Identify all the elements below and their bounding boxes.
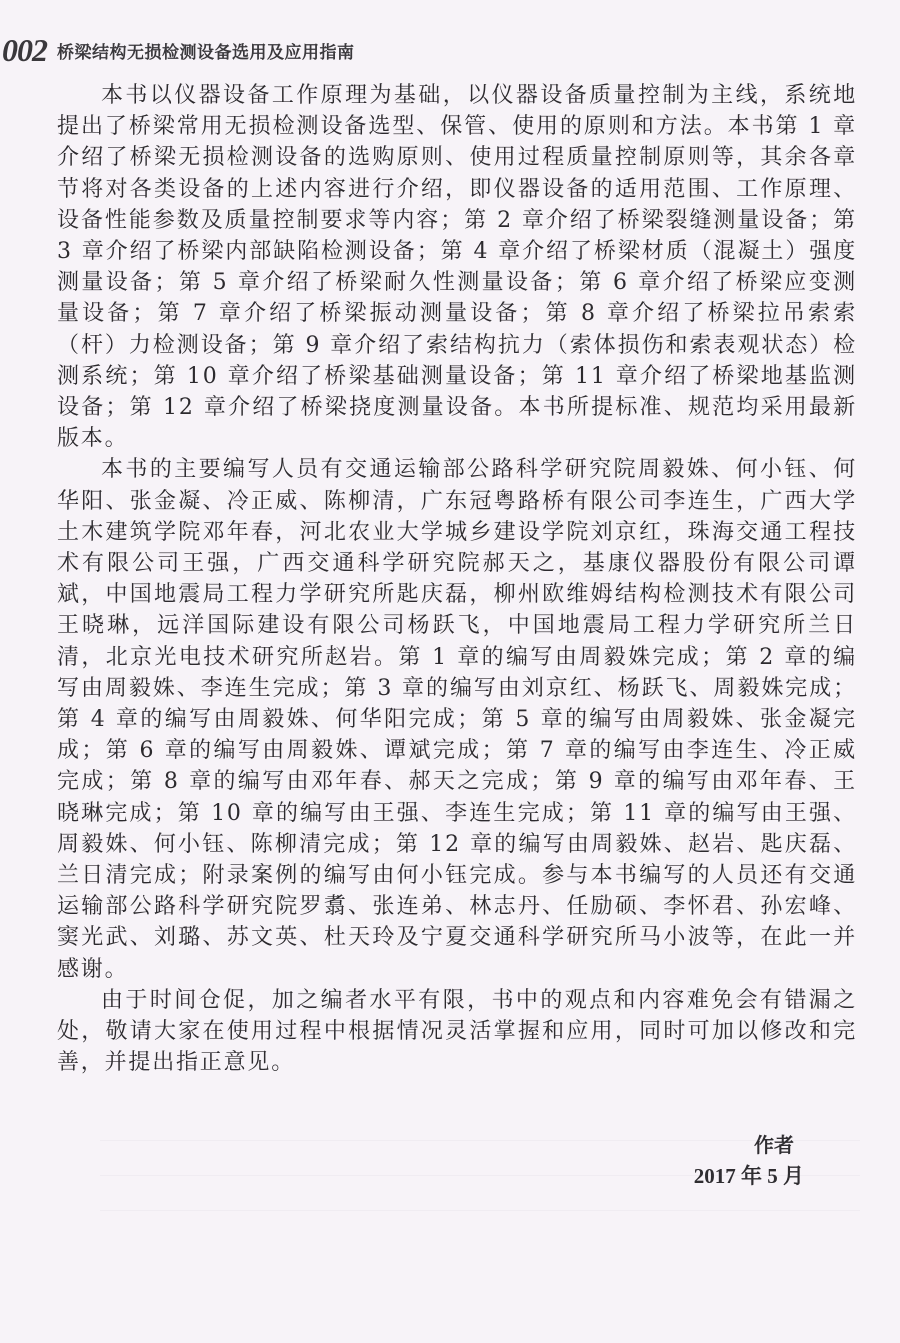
signature-date: 2017 年 5 月 (693, 1164, 804, 1188)
page-header (0, 30, 355, 70)
preface-body (57, 80, 857, 1079)
paragraph-closing: 由于时间仓促，加之编者水平有限，书中的观点和内容难免会有错漏之处，敬请大家在使用过程中根据情况灵活掌握和应用，同时可加以修改和完善，并提出指正意见。 (57, 987, 857, 1076)
bleed-through-line (100, 1140, 860, 1141)
signature-author: 作者 (754, 1133, 794, 1157)
paragraph-authors: 本书的主要编写人员有交通运输部公路科学研究院周毅姝、何小钰、何华阳、张金凝、冷正威、陈柳清，广东冠粤路桥有限公司李连生，广西大学土木建筑学院邓年春，河北农业大学城乡建设学院刘京红，珠海交通工程技术有限公司王强，广西交通科学研究院郝天之，基康仪器股份有限公司谭斌，中国地震局工程力学研究所匙庆磊，柳州欧维姆结构检测技术有限公司王晓琳，远洋国际建设有限公司杨跃飞，中国地震局工程力学研究所兰日清，北京光电技术研究所赵岩。第 1 章的编写由周毅姝完成；第 2 章的编写由周毅姝、李连生完成；第 3 章的编写由刘京红、杨跃飞、周毅姝完成；第 4 章的编写由周毅姝、何华阳完成；第 5 章的编写由周毅姝、张金凝完成；第 6 章的编写由周毅姝、谭斌完成；第 7 章的编写由李连生、冷正威完成；第 8 章的编写由邓年春、郝天之完成；第 9 章的编写由邓年春、王晓琳完成；第 10 章的编写由王强、李连生完成；第 11 章的编写由王强、周毅姝、何小钰、陈柳清完成；第 12 章的编写由周毅姝、赵岩、匙庆磊、兰日清完成；附录案例的编写由何小钰完成。参与本书编写的人员还有交通运输部公路科学研究院罗翥、张连弟、林志丹、任励硕、李怀君、孙宏峰、窦光武、刘璐、苏文英、杜天玲及宁夏交通科学研究所马小波等，在此一并感谢。 (57, 457, 857, 982)
paragraph-scope: 本书以仪器设备工作原理为基础，以仪器设备质量控制为主线，系统地提出了桥梁常用无损检测设备选型、保管、使用的原则和方法。本书第 1 章介绍了桥梁无损检测设备的选购原则、使用过程质量控制原则等，其余各章节将对各类设备的上述内容进行介绍，即仪器设备的适用范围、工作原理、设备性能参数及质量控制要求等内容；第 2 章介绍了桥梁裂缝测量设备；第 3 章介绍了桥梁内部缺陷检测设备；第 4 章介绍了桥梁材质（混凝土）强度测量设备；第 5 章介绍了桥梁耐久性测量设备；第 6 章介绍了桥梁应变测量设备；第 7 章介绍了桥梁振动测量设备；第 8 章介绍了桥梁拉吊索索（杆）力检测设备；第 9 章介绍了索结构抗力（索体损伤和索表观状态）检测系统；第 10 章介绍了桥梁基础测量设备；第 11 章介绍了桥梁地基监测设备；第 12 章介绍了桥梁挠度测量设备。本书所提标准、规范均采用最新版本。 (57, 83, 857, 452)
bleed-through-line (100, 1210, 860, 1211)
running-title: 桥梁结构无损检测设备选用及应用指南 (57, 42, 355, 63)
page-number: 002 (2, 31, 47, 68)
bleed-through-line (100, 1175, 860, 1176)
